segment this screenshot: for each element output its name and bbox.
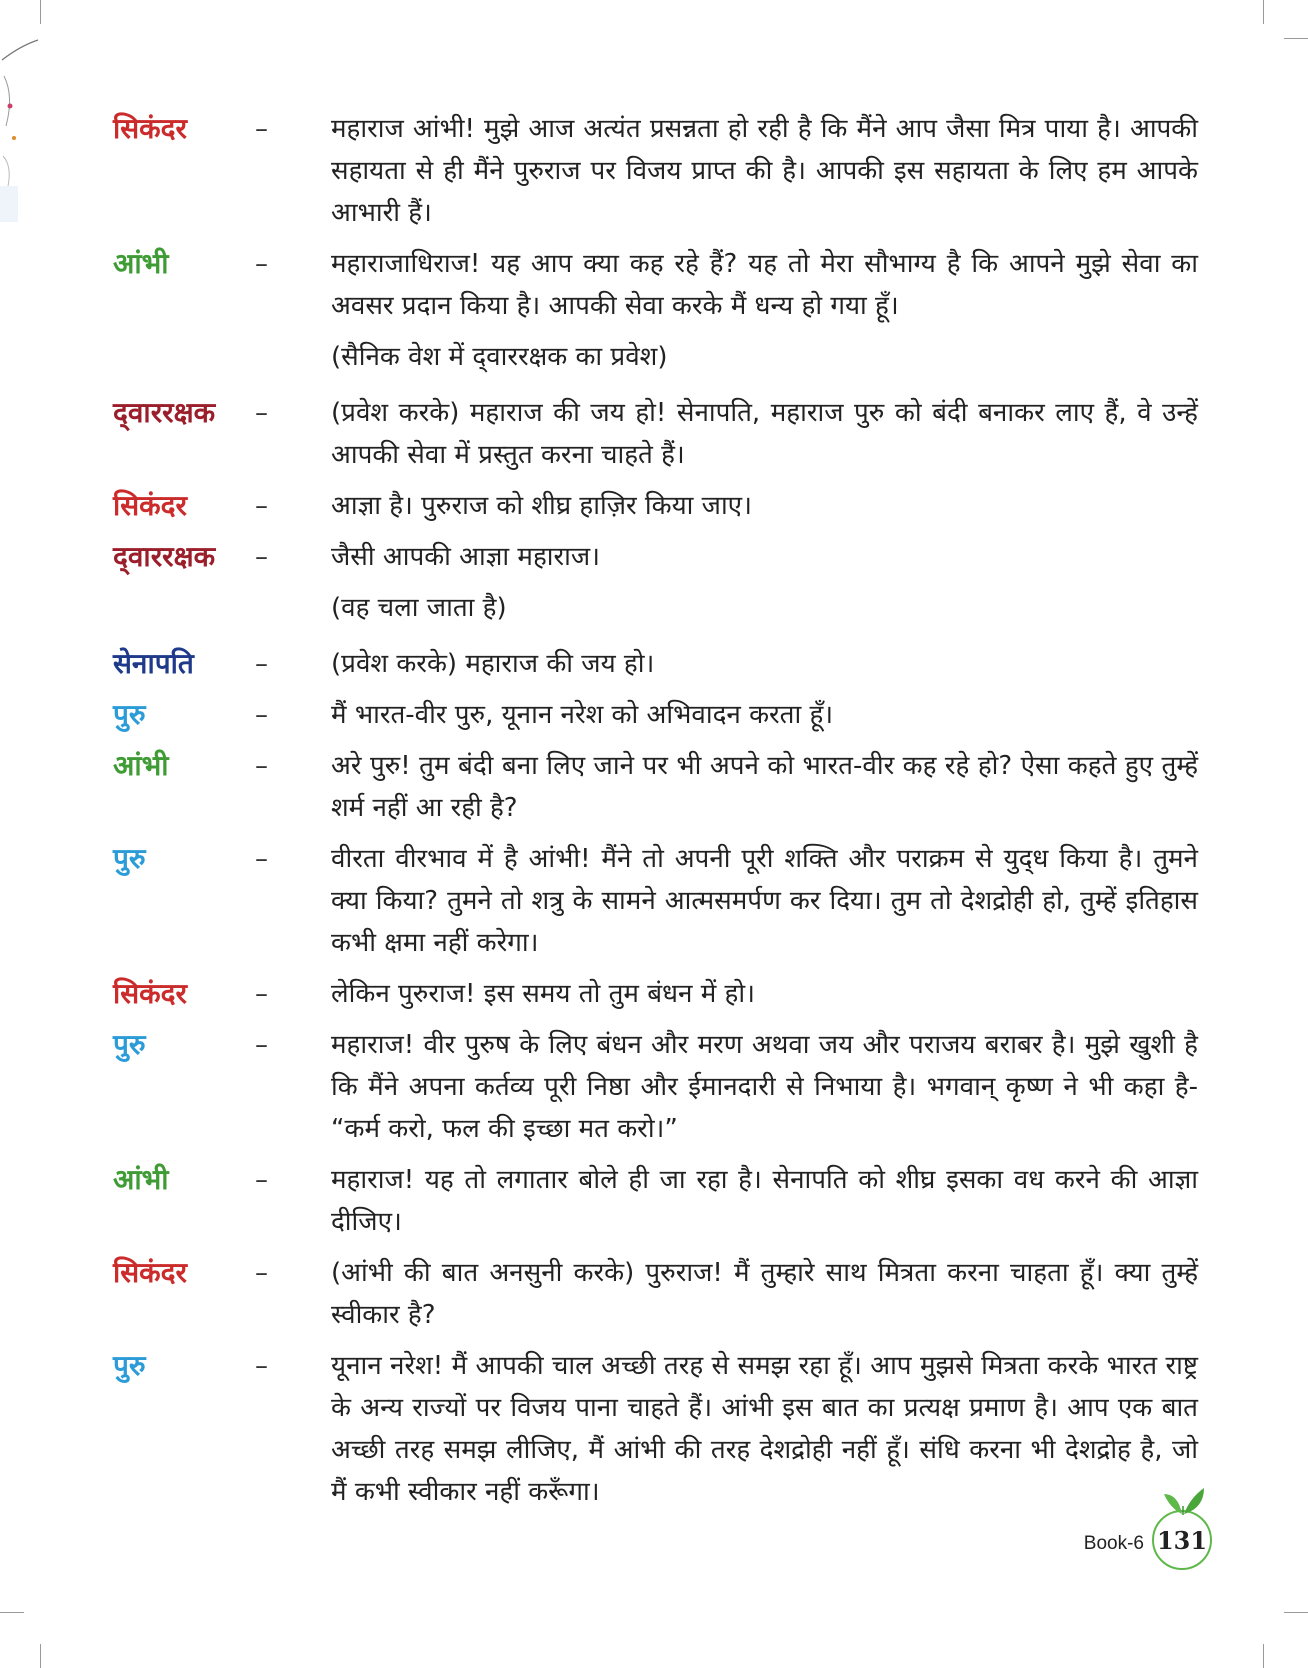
- page-number-badge: [1152, 1510, 1212, 1570]
- crop-mark: [40, 1644, 41, 1668]
- speech-text: अरे पुरु! तुम बंदी बना लिए जाने पर भी अपने को भारत-वीर कह रहे हो? ऐसा कहते हुए तुम्हें शर्म नहीं आ रही है?: [331, 751, 1198, 823]
- dash-separator: –: [255, 1258, 268, 1288]
- speech-text: महाराज आंभी! मुझे आज अत्यंत प्रसन्नता हो रही है कि मैंने आप जैसा मित्र पाया है। आपकी सहायता से ही मैंने पुरुराज पर विजय प्राप्त की है। आपकी इस सहायता के लिए हम आपके आभारी हैं।: [331, 114, 1198, 228]
- speech-text: यूनान नरेश! मैं आपकी चाल अच्छी तरह से समझ रहा हूँ। आप मुझसे मित्रता करके भारत राष्ट्र के अन्य राज्यों पर विजय पाना चाहते हैं। आंभी इस बात का प्रत्यक्ष प्रमाण है। आप एक बात अच्छी तरह समझ लीजिए, मैं आंभी की तरह देशद्रोही नहीं हूँ। संधि करना भी देशद्रोह है, जो मैं कभी स्वीकार नहीं करूँगा।: [331, 1351, 1198, 1507]
- speaker-name: सिकंदर: [113, 977, 188, 1010]
- speech-text: महाराज! यह तो लगातार बोले ही जा रहा है। सेनापति को शीघ्र इसका वध करने की आज्ञा दीजिए।: [331, 1165, 1198, 1237]
- page-number: 131: [1156, 1525, 1208, 1555]
- crop-mark: [1284, 1612, 1308, 1613]
- dialogue-line: [113, 536, 1198, 578]
- dialogue-line: [113, 485, 1198, 527]
- dash-separator: –: [255, 1165, 268, 1195]
- crop-mark: [1263, 1644, 1264, 1668]
- dialogue-line: [113, 1024, 1198, 1150]
- dialogue-line: [113, 745, 1198, 829]
- dialogue-line: [113, 108, 1198, 234]
- speaker-name: आंभी: [113, 247, 169, 280]
- speaker-name: आंभी: [113, 749, 169, 782]
- dash-separator: –: [255, 1030, 268, 1060]
- speaker-name: सेनापति: [113, 647, 194, 680]
- dialogue-line: [113, 838, 1198, 964]
- dialogue-line: [113, 1345, 1198, 1513]
- speaker-name: द्‌वाररक्षक: [113, 540, 216, 573]
- crop-mark: [40, 0, 41, 24]
- stage-direction: (सैनिक वेश में द्‌वाररक्षक का प्रवेश): [331, 342, 668, 372]
- speech-text: महाराजाधिराज! यह आप क्या कह रहे हैं? यह तो मेरा सौभाग्य है कि आपने मुझे सेवा का अवसर प्रदान किया है। आपकी सेवा करके मैं धन्य हो गया हूँ।: [331, 249, 1198, 321]
- dash-separator: –: [255, 844, 268, 874]
- dialogue-line: [113, 1159, 1198, 1243]
- dash-separator: –: [255, 979, 268, 1009]
- stage-direction: (वह चला जाता है): [331, 593, 507, 623]
- dialogue-line: [113, 973, 1198, 1015]
- dash-separator: –: [255, 398, 268, 428]
- leaf-icon: [1160, 1486, 1206, 1516]
- crop-mark: [1284, 38, 1308, 39]
- speaker-name: सिकंदर: [113, 112, 188, 145]
- speech-text: (प्रवेश करके) महाराज की जय हो।: [331, 649, 655, 679]
- speech-text: लेकिन पुरुराज! इस समय तो तुम बंधन में हो।: [331, 979, 755, 1009]
- speaker-name: सिकंदर: [113, 1256, 188, 1289]
- dash-separator: –: [255, 700, 268, 730]
- speech-text: वीरता वीरभाव में है आंभी! मैंने तो अपनी पूरी शक्ति और पराक्रम से युद्‌ध किया है। तुमने क्या किया? तुमने तो शत्रु के सामने आत्मसमर्पण कर दिया। तुम तो देशद्रोही हो, तुम्हें इतिहास कभी क्षमा नहीं करेगा।: [331, 844, 1198, 958]
- margin-decoration: [0, 36, 40, 226]
- dash-separator: –: [255, 542, 268, 572]
- dash-separator: –: [255, 649, 268, 679]
- speech-text: (प्रवेश करके) महाराज की जय हो! सेनापति, महाराज पुरु को बंदी बनाकर लाए हैं, वे उन्हें आपकी सेवा में प्रस्तुत करना चाहते हैं।: [331, 398, 1198, 470]
- book-label: Book-6: [1083, 1533, 1144, 1554]
- dialogue-line: [113, 243, 1198, 327]
- dash-separator: –: [255, 491, 268, 521]
- speech-text: आज्ञा है। पुरुराज को शीघ्र हाज़िर किया जाए।: [331, 491, 752, 521]
- speaker-name: सिकंदर: [113, 489, 188, 522]
- crop-mark: [1263, 0, 1264, 24]
- dash-separator: –: [255, 1351, 268, 1381]
- speaker-name: पुरु: [113, 842, 146, 875]
- speaker-name: पुरु: [113, 1349, 146, 1382]
- dialogue-line: [113, 392, 1198, 476]
- dash-separator: –: [255, 249, 268, 279]
- speaker-name: द्‌वाररक्षक: [113, 396, 216, 429]
- dash-separator: –: [255, 751, 268, 781]
- dialogue-list: [113, 108, 1198, 1522]
- speech-text: (आंभी की बात अनसुनी करके) पुरुराज! मैं तुम्हारे साथ मित्रता करना चाहता हूँ। क्या तुम्हें स्वीकार है?: [331, 1258, 1198, 1330]
- speech-text: जैसी आपकी आज्ञा महाराज।: [331, 542, 601, 572]
- speaker-name: आंभी: [113, 1163, 169, 1196]
- speech-text: महाराज! वीर पुरुष के लिए बंधन और मरण अथवा जय और पराजय बराबर है। मुझे खुशी है कि मैंने अपना कर्तव्य पूरी निष्ठा और ईमानदारी से निभाया है। भगवान् कृष्ण ने भी कहा है- “कर्म करो, फल की इच्छा मत करो।”: [331, 1030, 1198, 1144]
- speaker-name: पुरु: [113, 1028, 146, 1061]
- dash-separator: –: [255, 114, 268, 144]
- page-footer: [1084, 1510, 1212, 1570]
- dialogue-line: [113, 694, 1198, 736]
- dialogue-line: [113, 1252, 1198, 1336]
- speaker-name: पुरु: [113, 698, 146, 731]
- dialogue-line: [113, 643, 1198, 685]
- crop-mark: [0, 1612, 24, 1613]
- speech-text: मैं भारत-वीर पुरु, यूनान नरेश को अभिवादन करता हूँ।: [331, 700, 834, 730]
